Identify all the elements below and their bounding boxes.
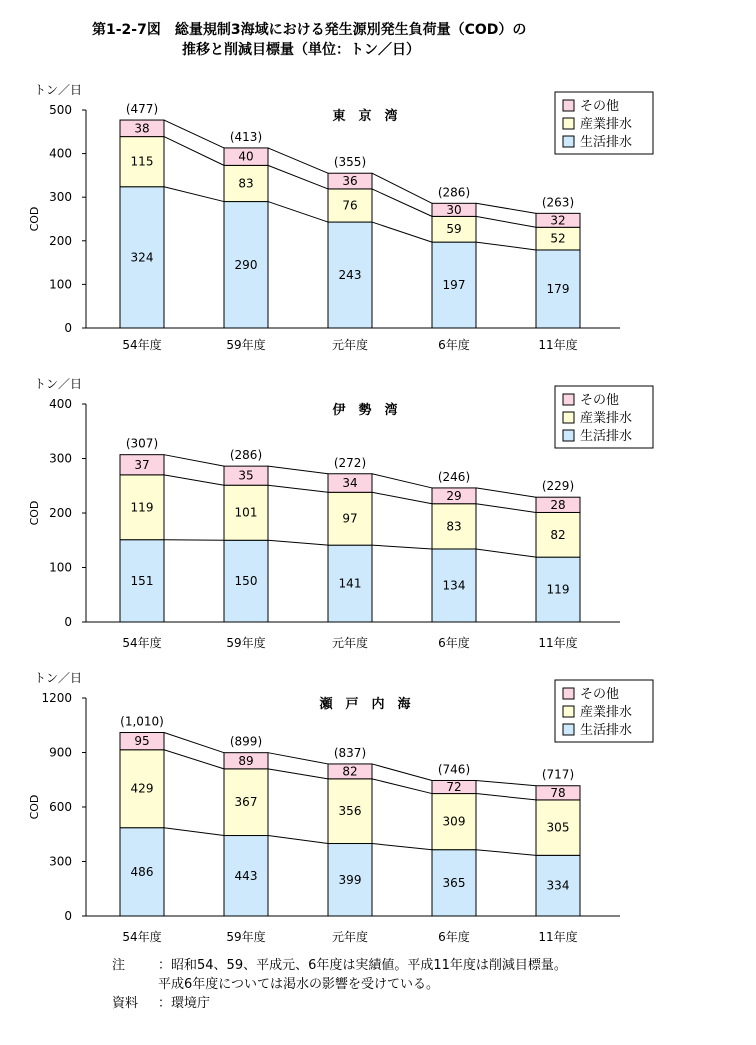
connector-line-sonota xyxy=(476,488,536,497)
connector-line-seikatsu xyxy=(164,187,224,202)
legend-label-seikatsu: 生活排水 xyxy=(580,429,633,444)
data-label-sonota: 35 xyxy=(238,468,254,483)
source-row xyxy=(112,994,567,1013)
legend-swatch-seikatsu xyxy=(563,136,574,147)
data-label-seikatsu: 197 xyxy=(442,278,466,293)
legend-swatch-seikatsu xyxy=(563,724,574,735)
total-label: (355) xyxy=(333,155,367,170)
y-tick-label: 200 xyxy=(49,506,72,520)
total-label: (263) xyxy=(541,195,575,210)
connector-line-seikatsu xyxy=(268,836,328,844)
figure-title xyxy=(92,20,526,60)
connector-line-sonota xyxy=(476,780,536,785)
legend-swatch-sonota xyxy=(563,394,574,405)
legend-label-sangyo: 産業排水 xyxy=(580,117,633,132)
connector-line-sangyo xyxy=(372,189,432,216)
y-tick-label: 400 xyxy=(49,397,72,411)
total-label: (1,010) xyxy=(120,714,164,729)
data-label-seikatsu: 119 xyxy=(546,582,570,597)
data-label-sonota: 30 xyxy=(446,202,462,217)
category-label: 54年度 xyxy=(122,930,162,944)
data-label-seikatsu: 399 xyxy=(338,872,362,887)
y-tick-label: 900 xyxy=(49,745,72,760)
connector-line-seikatsu xyxy=(372,844,432,850)
y-tick-label: 400 xyxy=(49,146,72,161)
data-label-seikatsu: 334 xyxy=(546,878,570,893)
y-tick-label: 100 xyxy=(49,560,72,575)
y-tick-label: 0 xyxy=(64,909,72,923)
category-label: 59年度 xyxy=(226,930,266,944)
y-tick-label: 0 xyxy=(64,321,72,335)
legend-label-sangyo: 産業排水 xyxy=(580,705,633,720)
connector-line-seikatsu xyxy=(268,202,328,222)
connector-line-seikatsu xyxy=(164,828,224,836)
y-axis-title: COD xyxy=(28,794,41,820)
data-label-seikatsu: 290 xyxy=(234,257,258,272)
connector-line-sangyo xyxy=(268,769,328,779)
legend-swatch-seikatsu xyxy=(563,430,574,441)
data-label-sangyo: 305 xyxy=(546,820,570,835)
data-label-sonota: 29 xyxy=(446,488,462,503)
category-label: 11年度 xyxy=(538,338,578,352)
connector-line-sonota xyxy=(372,173,432,203)
y-tick-label: 200 xyxy=(49,233,72,248)
connector-line-sonota xyxy=(372,764,432,781)
data-label-seikatsu: 324 xyxy=(130,250,154,265)
connector-line-seikatsu xyxy=(476,549,536,557)
legend-swatch-sangyo xyxy=(563,412,574,423)
note-line2: 平成6年度については渇水の影響を受けている。 xyxy=(158,977,440,992)
category-label: 元年度 xyxy=(331,930,369,944)
unit-label: トン／日 xyxy=(34,377,83,391)
data-label-seikatsu: 365 xyxy=(442,875,466,890)
data-label-sangyo: 101 xyxy=(234,505,258,520)
connector-line-sangyo xyxy=(268,485,328,492)
total-label: (899) xyxy=(229,734,263,749)
category-label: 54年度 xyxy=(122,338,162,352)
unit-label: トン／日 xyxy=(34,671,83,685)
legend-label-seikatsu: 生活排水 xyxy=(580,135,633,150)
connector-line-sangyo xyxy=(164,475,224,485)
data-label-sangyo: 97 xyxy=(342,511,358,526)
data-label-seikatsu: 486 xyxy=(130,864,154,879)
data-label-seikatsu: 134 xyxy=(442,578,466,593)
note-label: 注 xyxy=(112,958,126,973)
data-label-sangyo: 356 xyxy=(338,804,362,819)
data-label-sangyo: 59 xyxy=(446,222,462,237)
connector-line-seikatsu xyxy=(476,242,536,250)
category-label: 59年度 xyxy=(226,636,266,650)
y-tick-label: 100 xyxy=(49,277,72,292)
figure-title-line1: 第1-2-7図 総量規制3海域における発生源別発生負荷量（COD）の xyxy=(92,22,527,38)
connector-line-sonota xyxy=(164,120,224,148)
data-label-seikatsu: 179 xyxy=(546,281,570,296)
data-label-sangyo: 115 xyxy=(130,154,154,169)
total-label: (717) xyxy=(541,767,575,782)
connector-line-seikatsu xyxy=(476,850,536,856)
connector-line-sangyo xyxy=(164,137,224,166)
legend-label-seikatsu: 生活排水 xyxy=(580,723,633,738)
connector-line-sonota xyxy=(372,474,432,488)
data-label-seikatsu: 150 xyxy=(234,574,258,589)
legend-swatch-sangyo xyxy=(563,118,574,129)
data-label-sonota: 38 xyxy=(134,121,150,136)
data-label-sangyo: 83 xyxy=(446,519,462,534)
category-label: 6年度 xyxy=(438,636,470,650)
data-label-sangyo: 82 xyxy=(550,527,566,542)
connector-line-sonota xyxy=(476,203,536,213)
data-label-sonota: 95 xyxy=(134,734,150,749)
category-label: 元年度 xyxy=(331,636,369,650)
y-tick-label: 600 xyxy=(49,800,72,814)
total-label: (229) xyxy=(541,479,575,494)
y-tick-label: 0 xyxy=(64,615,72,629)
data-label-sangyo: 76 xyxy=(342,198,358,213)
chart-title: 伊 勢 湾 xyxy=(332,403,398,418)
connector-line-seikatsu xyxy=(268,540,328,545)
total-label: (746) xyxy=(437,762,471,777)
data-label-seikatsu: 443 xyxy=(234,868,258,883)
total-label: (413) xyxy=(229,129,263,144)
data-label-seikatsu: 243 xyxy=(338,268,362,283)
connector-line-sangyo xyxy=(476,216,536,227)
chart-tokyo-bay xyxy=(0,80,756,360)
connector-line-sonota xyxy=(164,455,224,466)
connector-line-sonota xyxy=(268,753,328,764)
connector-line-seikatsu xyxy=(164,540,224,541)
source-text: ：環境庁 xyxy=(158,996,211,1011)
connector-line-seikatsu xyxy=(372,222,432,242)
legend-label-sonota: その他 xyxy=(580,687,620,702)
total-label: (286) xyxy=(437,185,471,200)
y-tick-label: 500 xyxy=(49,103,72,117)
data-label-sangyo: 119 xyxy=(130,500,154,515)
data-label-sonota: 34 xyxy=(342,476,358,491)
category-label: 6年度 xyxy=(438,338,470,352)
total-label: (272) xyxy=(333,455,367,470)
chart-title: 東 京 湾 xyxy=(332,109,398,124)
legend-label-sonota: その他 xyxy=(580,99,620,114)
data-label-seikatsu: 141 xyxy=(338,576,362,591)
data-label-sangyo: 83 xyxy=(238,176,254,191)
data-label-sonota: 72 xyxy=(446,780,462,795)
total-label: (477) xyxy=(125,102,159,117)
unit-label: トン／日 xyxy=(34,83,83,97)
legend-swatch-sonota xyxy=(563,688,574,699)
chart-ise-bay xyxy=(0,374,756,659)
connector-line-sangyo xyxy=(476,794,536,800)
connector-line-sangyo xyxy=(372,779,432,794)
figure-title-line2: 推移と削減目標量（単位：トン／日） xyxy=(182,42,420,58)
y-tick-label: 300 xyxy=(49,854,72,869)
chart-seto-inland-sea xyxy=(0,668,756,948)
category-label: 11年度 xyxy=(538,930,578,944)
data-label-sonota: 82 xyxy=(342,764,358,779)
legend-label-sonota: その他 xyxy=(580,393,620,408)
source-label: 資料 xyxy=(112,996,139,1011)
y-tick-label: 1200 xyxy=(41,691,72,705)
y-tick-label: 300 xyxy=(49,190,72,205)
data-label-sonota: 28 xyxy=(550,497,566,512)
total-label: (246) xyxy=(437,469,471,484)
connector-line-sonota xyxy=(164,733,224,753)
connector-line-sangyo xyxy=(164,750,224,769)
category-label: 元年度 xyxy=(331,338,369,352)
data-label-sonota: 32 xyxy=(550,213,566,228)
category-label: 11年度 xyxy=(538,636,578,650)
y-tick-label: 300 xyxy=(49,451,72,466)
data-label-sangyo: 309 xyxy=(442,814,466,829)
chart-title: 瀬 戸 内 海 xyxy=(319,697,411,712)
data-label-sonota: 37 xyxy=(134,457,150,472)
legend-swatch-sangyo xyxy=(563,706,574,717)
data-label-sonota: 36 xyxy=(342,174,358,189)
total-label: (307) xyxy=(125,436,159,451)
y-axis-title: COD xyxy=(28,206,41,232)
notes xyxy=(112,956,567,1013)
category-label: 54年度 xyxy=(122,636,162,650)
data-label-sangyo: 52 xyxy=(550,231,566,246)
total-label: (286) xyxy=(229,448,263,463)
data-label-sangyo: 367 xyxy=(234,795,258,810)
connector-line-sangyo xyxy=(372,492,432,503)
data-label-sonota: 89 xyxy=(238,753,254,768)
note-line1: ：昭和54、59、平成元、6年度は実績値。平成11年度は削減目標量。 xyxy=(158,958,567,973)
category-label: 59年度 xyxy=(226,338,266,352)
note-row xyxy=(112,956,567,975)
total-label: (837) xyxy=(333,745,367,760)
connector-line-seikatsu xyxy=(372,545,432,549)
category-label: 6年度 xyxy=(438,930,470,944)
data-label-seikatsu: 151 xyxy=(130,573,154,588)
y-axis-title: COD xyxy=(28,500,41,526)
legend-label-sangyo: 産業排水 xyxy=(580,411,633,426)
data-label-sonota: 78 xyxy=(550,785,566,800)
connector-line-sangyo xyxy=(476,504,536,513)
legend-swatch-sonota xyxy=(563,100,574,111)
data-label-sonota: 40 xyxy=(238,149,254,164)
connector-line-sonota xyxy=(268,466,328,474)
data-label-sangyo: 429 xyxy=(130,781,154,796)
